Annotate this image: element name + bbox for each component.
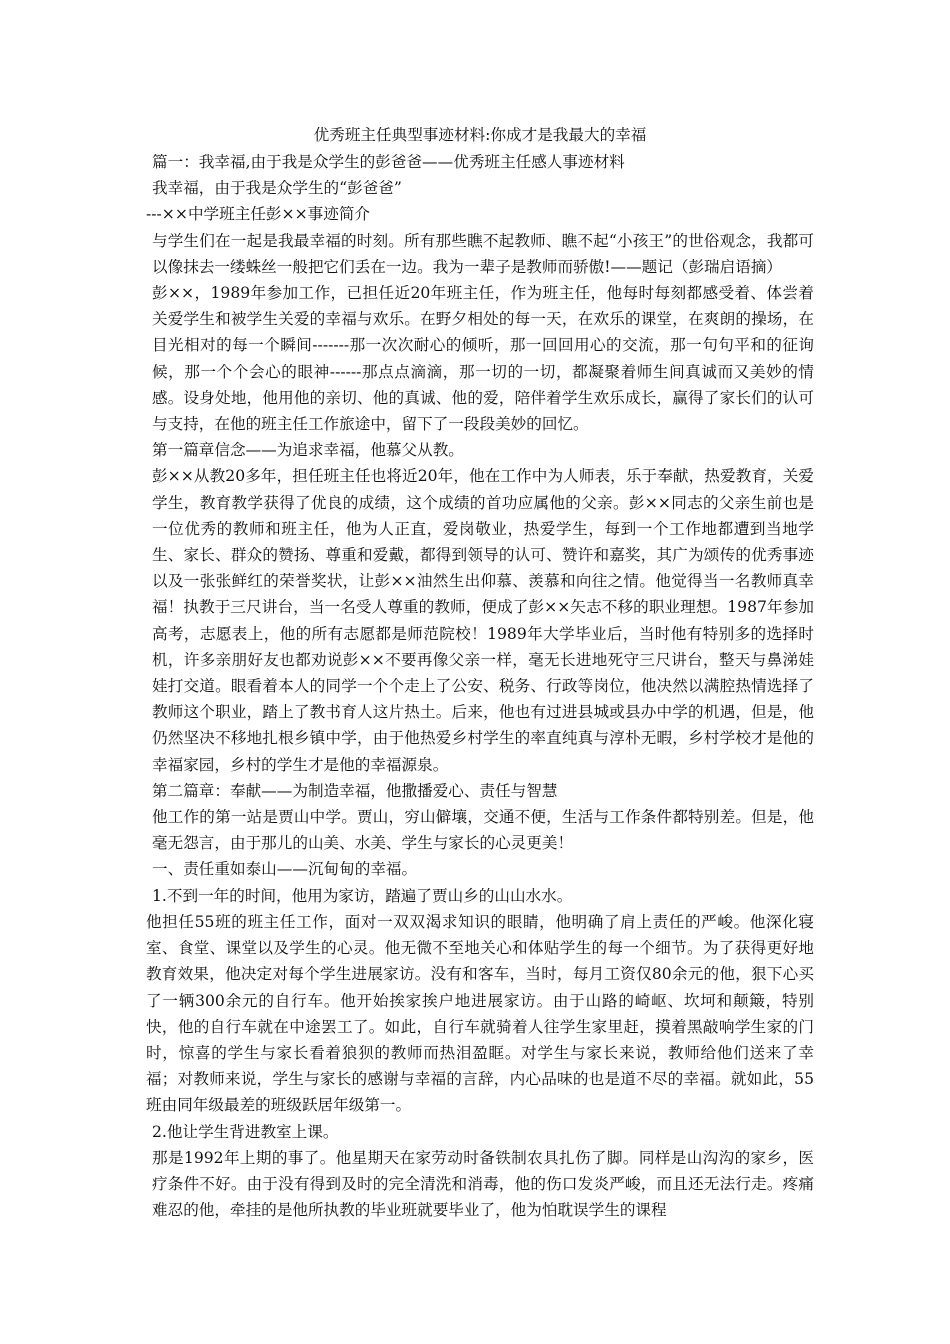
paragraph-2: 我幸福，由于我是众学生的“彭爸爸”: [152, 179, 402, 198]
paragraph-10: 一、责任重如泰山——沉甸甸的幸福。: [152, 860, 418, 879]
paragraph-12: 他担任55班的班主任工作，面对一双双渴求知识的眼睛，他明确了肩上责任的严峻。他深化寝室、食堂、课堂以及学生的心灵。他无微不至地关心和体贴学生的每一个细节。为了获得更好地教育效果，他决定对每个学生进展家访。没有和客车，当时，每月工资仅80余元的他，狠下心买了一辆300余元的自行车。他开始挨家挨户地进展家访。由于山路的崎岖、坎坷和颠簸，特别快，他的自行车就在中途罢工了。如此，自行车就骑着人往学生家里赶，摸着黑敲响学生家的门时，惊喜的学生与家长看着狼狈的教师而热泪盈眶。对学生与家长来说，教师给他们送来了幸福；对教师来说，学生与家长的感谢与幸福的言辞，内心品味的也是道不尽的幸福。就如此，55班由同年级最差的班级跃居年级第一。: [146, 912, 814, 1115]
paragraph-4: 与学生们在一起是我最幸福的时刻。所有那些瞧不起教师、瞧不起“小孩王”的世俗观念，我都可以像抹去一缕蛛丝一般把它们丢在一边。我为一辈子是教师而骄傲!——题记（彭瑞启语摘）: [152, 231, 814, 276]
paragraph-9: 他工作的第一站是贾山中学。贾山，穷山僻壤，交通不便，生活与工作条件都特别差。但是，他毫无怨言，由于那儿的山美、水美、学生与家长的心灵更美！: [152, 808, 814, 853]
paragraph-6: 第一篇章信念——为追求幸福，他慕父从教。: [152, 441, 464, 460]
paragraph-13: 2.他让学生背进教室上课。: [152, 1122, 339, 1141]
paragraph-5: 彭××，1989年参加工作，已担任近20年班主任，作为班主任，他每时每刻都感受着、体尝着关爱学生和被学生关爱的幸福与欢乐。在野夕相处的每一天，在欢乐的课堂，在爽朗的操场，在目光相对的每一个瞬间-------那一次次耐心的倾听，那一回回用心的交流，那一句句平和的征询候，那一个个会心的眼神------那点点滴滴，那一切的一切，都凝聚着师生间真诚而又美妙的情感。设身处地，他用他的亲切、他的真诚、他的爱，陪伴着学生欢乐成长，赢得了家长们的认可与支持，在他的班主任工作旅途中，留下了一段段美妙的回忆。: [152, 284, 814, 434]
paragraph-3: ---××中学班主任彭××事迹简介: [146, 205, 371, 224]
paragraph-1: 篇一：我幸福,由于我是众学生的彭爸爸——优秀班主任感人事迹材料: [152, 153, 625, 171]
document-page: [146, 121, 814, 1223]
paragraph-11: 1.不到一年的时间，他用为家访，踏遍了贾山乡的山山水水。: [152, 886, 573, 905]
document-title: 优秀班主任典型事迹材料:你成才是我最大的幸福: [313, 126, 647, 144]
paragraph-7: 彭××从教20多年，担任班主任也将近20年，他在工作中为人师表，乐于奉献，热爱教育，关爱学生，教育教学获得了优良的成绩，这个成绩的首功应属他的父亲。彭××同志的父亲生前也是一位优秀的教师和班主任，他为人正直，爱岗敬业，热爱学生，每到一个工作地都遭到当地学生、家长、群众的赞扬、尊重和爱戴，都得到领导的认可、赞许和嘉奖，其广为颂传的优秀事迹以及一张张鲜红的荣誉奖状，让彭××油然生出仰慕、羡慕和向往之情。他觉得当一名教师真幸福！执教于三尺讲台，当一名受人尊重的教师，便成了彭××矢志不移的职业理想。1987年参加高考，志愿表上，他的所有志愿都是师范院校！1989年大学毕业后，当时他有特别多的选择时机，许多亲朋好友也都劝说彭××不要再像父亲一样，毫无长进地死守三尺讲台，整天与鼻涕娃娃打交道。眼看着本人的同学一个个走上了公安、税务、行政等岗位，他决然以满腔热情选择了教师这个职业，踏上了教书育人这片热土。后来，他也有过进县城或县办中学的机遇，但是，他仍然坚决不移地扎根乡镇中学，由于他热爱乡村学生的率直纯真与淳朴无暇，乡村学校才是他的幸福家园，乡村的学生才是他的幸福源泉。: [152, 467, 814, 774]
paragraph-8: 第二篇章：奉献——为制造幸福，他撒播爱心、责任与智慧: [152, 781, 558, 800]
paragraph-14: 那是1992年上期的事了。他星期天在家劳动时备铁制农具扎伤了脚。同样是山沟沟的家乡，医疗条件不好。由于没有得到及时的完全清洗和消毒，他的伤口发炎严峻，而且还无法行走。疼痛难忍的他，牵挂的是他所执教的毕业班就要毕业了，他为怕耽误学生的课程: [152, 1148, 814, 1220]
